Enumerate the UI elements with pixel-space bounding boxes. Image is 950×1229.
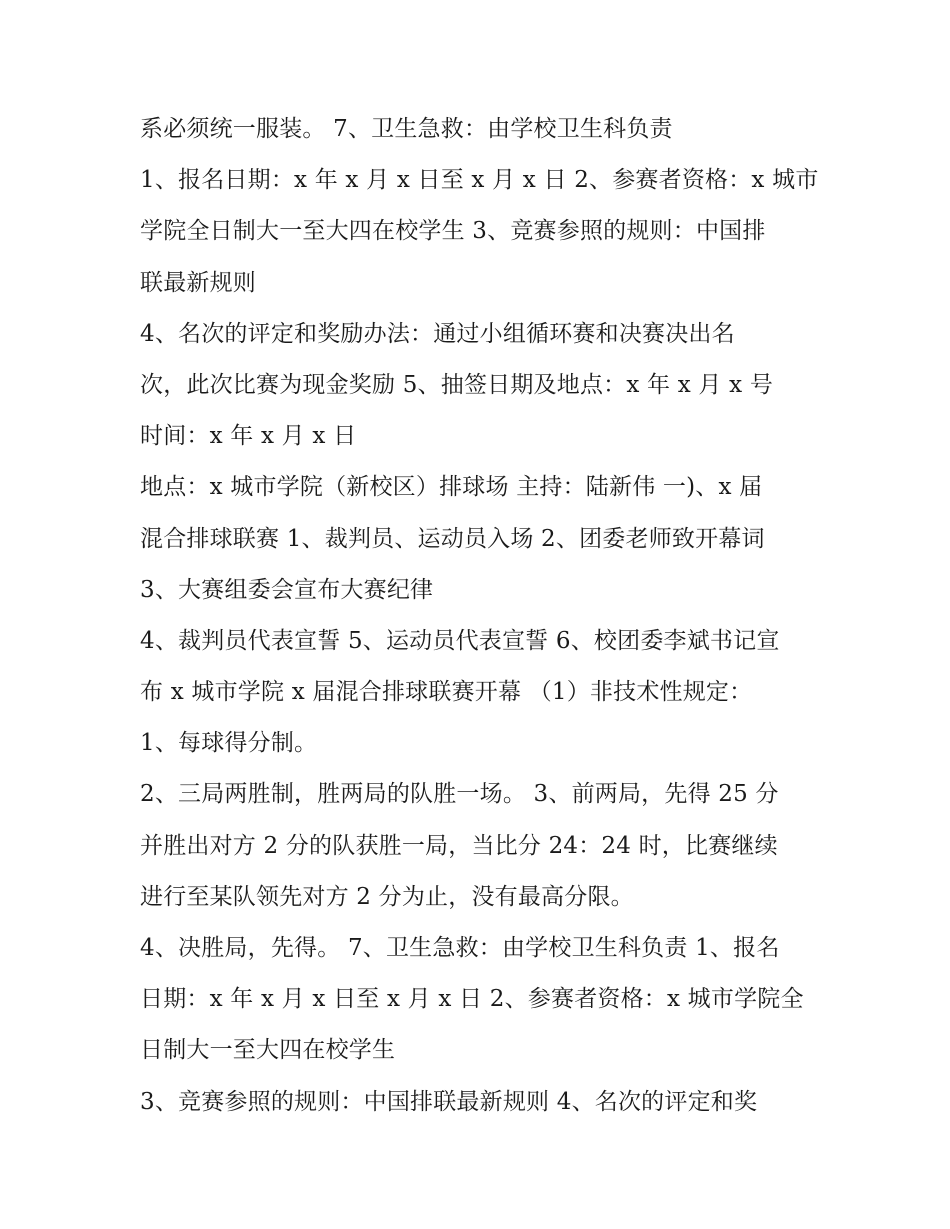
text-line: 系必须统一服装。 7、卫生急救：由学校卫生科负责 bbox=[140, 116, 673, 142]
text-line: 布 x 城市学院 x 届混合排球联赛开幕 （1）非技术性规定： bbox=[140, 679, 753, 706]
text-line: 联最新规则 bbox=[140, 269, 256, 296]
text-line: 学院全日制大一至大四在校学生 3、竞赛参照的规则：中国排 bbox=[140, 218, 766, 245]
text-line: 1、每球得分制。 bbox=[140, 730, 318, 757]
text-line: 并胜出对方 2 分的队获胜一局，当比分 24：24 时，比赛继续 bbox=[140, 832, 778, 859]
text-line: 时间：x 年 x 月 x 日 bbox=[140, 423, 357, 450]
text-line: 2、三局两胜制，胜两局的队胜一场。 3、前两局，先得 25 分 bbox=[140, 781, 779, 808]
text-line: 4、名次的评定和奖励办法：通过小组循环赛和决赛决出名 bbox=[140, 320, 735, 347]
text-line: 4、决胜局，先得。 7、卫生急救：由学校卫生科负责 1、报名 bbox=[140, 935, 780, 961]
text-line: 地点：x 城市学院（新校区）排球场 主持：陆新伟 一)、x 届 bbox=[140, 474, 763, 501]
text-line: 日期：x 年 x 月 x 日至 x 月 x 日 2、参赛者资格：x 城市学院全 bbox=[140, 986, 804, 1013]
text-line: 1、报名日期：x 年 x 月 x 日至 x 月 x 日 2、参赛者资格：x 城市 bbox=[140, 167, 819, 194]
text-line: 日制大一至大四在校学生 bbox=[140, 1037, 396, 1064]
document-body bbox=[140, 104, 820, 1128]
text-line: 次，此次比赛为现金奖励 5、抽签日期及地点：x 年 x 月 x 号 bbox=[140, 371, 774, 398]
text-line: 3、大赛组委会宣布大赛纪律 bbox=[140, 576, 434, 603]
text-line: 3、竞赛参照的规则：中国排联最新规则 4、名次的评定和奖 bbox=[140, 1088, 758, 1115]
text-line: 混合排球联赛 1、裁判员、运动员入场 2、团委老师致开幕词 bbox=[140, 525, 765, 552]
text-line: 进行至某队领先对方 2 分为止，没有最高分限。 bbox=[140, 883, 634, 910]
text-line: 4、裁判员代表宣誓 5、运动员代表宣誓 6、校团委李斌书记宣 bbox=[140, 627, 780, 654]
